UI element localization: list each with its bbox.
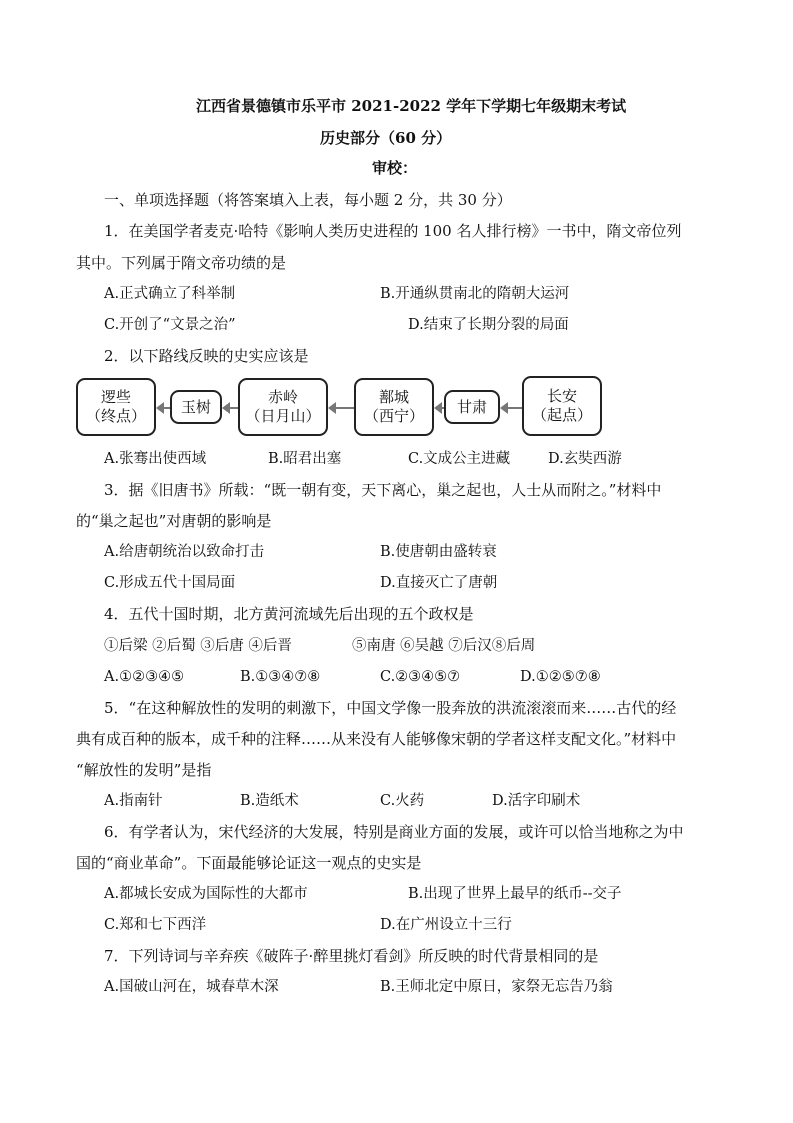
question-6-stem-cont: 国的“商业革命”。下面最能够论证这一观点的史实是: [76, 854, 422, 872]
q4-option-c: C.②③④⑤⑦: [380, 669, 461, 685]
route-arrow-1: [162, 407, 170, 409]
route-arrow-5: [506, 407, 522, 409]
q7-option-b: B.王师北定中原日，家祭无忘告乃翁: [380, 979, 613, 995]
route-node-changan-note: （起点）: [531, 406, 592, 424]
q1-option-a: A.正式确立了科举制: [104, 286, 236, 302]
q3-option-b: B.使唐朝由盛转衰: [380, 544, 497, 560]
q3-option-d: D.直接灭亡了唐朝: [380, 575, 498, 591]
route-node-lhasa: [76, 378, 156, 436]
question-7-stem: 7．下列诗词与辛弃疾《破阵子·醉里挑灯看剑》所反映的时代背景相同的是: [104, 947, 599, 965]
section-heading: 一、单项选择题（将答案填入上表，每小题 2 分，共 30 分）: [104, 191, 512, 209]
route-node-yushu: [170, 390, 222, 424]
route-diagram: [76, 376, 604, 438]
q3-option-c: C.形成五代十国局面: [104, 575, 236, 591]
exam-subtitle: 历史部分（60 分）: [320, 129, 452, 147]
route-arrow-2: [228, 407, 238, 409]
q2-option-a: A.张骞出使西域: [104, 451, 207, 467]
route-node-chiling-name: 赤岭: [267, 388, 298, 406]
q5-option-b: B.造纸术: [240, 793, 299, 809]
q6-option-b: B.出现了世界上最早的纸币--交子: [408, 886, 622, 902]
q6-option-a: A.都城长安成为国际性的大都市: [104, 886, 308, 902]
route-node-changan: [522, 376, 602, 436]
question-4-stem: 4．五代十国时期，北方黄河流域先后出现的五个政权是: [104, 605, 474, 623]
route-node-yushu-name: 玉树: [180, 397, 211, 416]
q5-option-c: C.火药: [380, 793, 425, 809]
q4-option-b: B.①③④⑦⑧: [240, 669, 321, 685]
q4-option-d: D.①②⑤⑦⑧: [520, 669, 601, 685]
q5-option-d: D.活字印刷术: [492, 793, 581, 809]
question-1-stem: 1．在美国学者麦克·哈特《影响人类历史进程的 100 名人排行榜》一书中，隋文帝位列: [104, 222, 682, 240]
route-node-shancheng: [354, 378, 434, 436]
q6-option-c: C.郑和七下西洋: [104, 917, 207, 933]
q7-option-a: A.国破山河在，城春草木深: [104, 979, 279, 995]
q4-items-2: ⑤南唐 ⑥吴越 ⑦后汉⑧后周: [352, 638, 536, 654]
question-5-stem: 5．“在这种解放性的发明的刺激下，中国文学像一股奔放的洪流滚滚而来……古代的经: [104, 699, 677, 717]
q2-option-b: B.昭君出塞: [268, 451, 342, 467]
route-node-changan-name: 长安: [546, 387, 577, 405]
question-6-stem: 6．有学者认为，宋代经济的大发展，特别是商业方面的发展，或许可以恰当地称之为中: [104, 823, 684, 841]
q4-option-a: A.①②③④⑤: [104, 669, 185, 685]
route-arrow-3: [334, 407, 354, 409]
question-5-stem-cont2: “解放性的发明”是指: [76, 761, 212, 779]
q6-option-d: D.在广州设立十三行: [380, 917, 512, 933]
route-node-shancheng-name: 鄯城: [378, 388, 409, 406]
route-node-chiling-note: （日月山）: [245, 407, 321, 425]
q5-option-a: A.指南针: [104, 793, 163, 809]
question-3-stem: 3．据《旧唐书》所载：“既一朝有变，天下离心，巢之起也，人士从而附之。”材料中: [104, 481, 662, 499]
question-5-stem-cont: 典有成百种的版本，成千种的注释……从来没有人能够像宋朝的学者这样支配文化。”材料中: [76, 730, 677, 748]
question-3-stem-cont: 的“巢之起也”对唐朝的影响是: [76, 512, 272, 530]
route-node-lhasa-name: 逻些: [100, 388, 131, 406]
exam-title: 江西省景德镇市乐平市 2021-2022 学年下学期七年级期末考试: [196, 97, 627, 115]
route-node-gansu-name: 甘肃: [456, 397, 487, 416]
q2-option-c: C.文成公主进藏: [408, 451, 511, 467]
route-node-lhasa-note: （终点）: [85, 407, 146, 425]
route-node-shancheng-note: （西宁）: [363, 407, 424, 425]
route-node-gansu: [444, 390, 500, 424]
review-label: 审校：: [372, 159, 418, 177]
q3-option-a: A.给唐朝统治以致命打击: [104, 544, 265, 560]
route-node-chiling: [238, 378, 328, 436]
question-1-stem-cont: 其中。下列属于隋文帝功绩的是: [76, 254, 287, 272]
question-2-stem: 2．以下路线反映的史实应该是: [104, 347, 309, 365]
q1-option-c: C.开创了“文景之治”: [104, 317, 236, 333]
q1-option-b: B.开通纵贯南北的隋朝大运河: [380, 286, 570, 302]
q2-option-d: D.玄奘西游: [548, 451, 622, 467]
q4-items-1: ①后梁 ②后蜀 ③后唐 ④后晋: [104, 638, 292, 654]
q1-option-d: D.结束了长期分裂的局面: [408, 317, 569, 333]
